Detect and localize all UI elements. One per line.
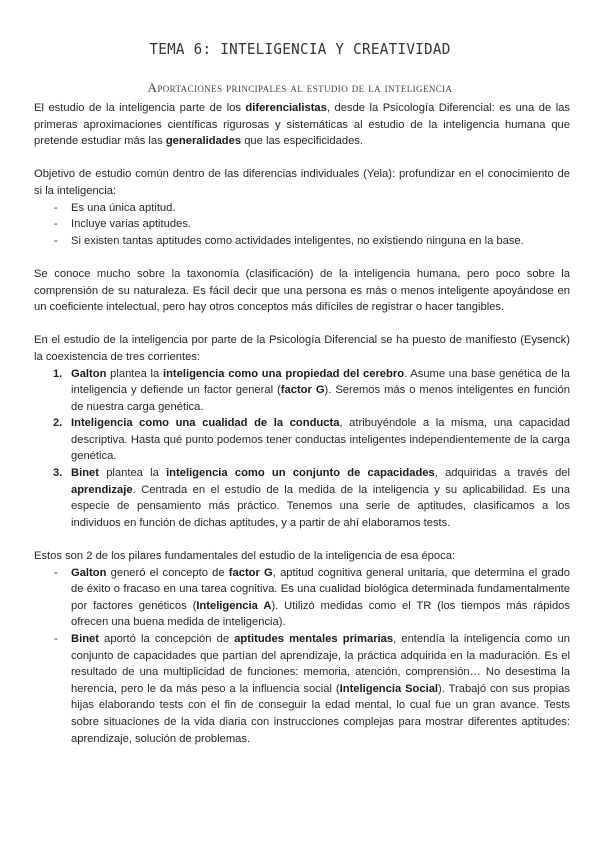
page-title: TEMA 6: INTELIGENCIA Y CREATIVIDAD (149, 40, 451, 58)
list-item: 2. Inteligencia como una cualidad de la conducta, atribuyéndole a la misma, una capacidad descriptiva. Hasta qué punto podemos tener conductas inteligentes independientemente de la carga genética. (53, 417, 570, 463)
paragraph-pillars: Estos son 2 de los pilares fundamentales del estudio de la inteligencia de esa época: (34, 550, 456, 563)
list-item: 1. Galton plantea la inteligencia como una propiedad del cerebro. Asume una base genética de la inteligencia y defiende un factor general (factor G). Seremos más o menos inteligentes en función de nuestra carga genética. (53, 367, 570, 413)
paragraph-currents: En el estudio de la inteligencia por parte de la Psicología Diferencial se ha puesto de manifiesto (Eysenck) la coexistencia de tres corrientes: (34, 334, 570, 363)
currents-list (34, 366, 570, 532)
paragraph-intro: El estudio de la inteligencia parte de los diferencialistas, desde la Psicología Diferencial: es una de las primeras aproximaciones científicas rigurosas y sistemáticas al estudio de la inteligencia humana que pretende estudiar más las generalidades que las especificidades. (34, 102, 571, 148)
paragraph-objective: Objetivo de estudio común dentro de las diferencias individuales (Yela): profundizar en el conocimiento de si la inteligencia: (34, 168, 570, 197)
list-item: - Incluye varias aptitudes. (34, 216, 570, 233)
list-item: - Si existen tantas aptitudes como actividades inteligentes, no existiendo ninguna en la base. (34, 233, 570, 250)
list-item-galton: - Galton generó el concepto de factor G, aptitud cognitiva general unitaria, que determina el grado de éxito o fracaso en una tarea cognitiva. Es una cualidad biológica determinada fundamentalmente por factores genéticos (Inteligencia A). Utilizó medidas como el TR (los tiempos más rápidos ofrecen una buena medida de inteligencia). (34, 565, 570, 631)
list-item: 3. Binet plantea la inteligencia como un conjunto de capacidades, adquiridas a través del aprendizaje. Centrada en el estudio de la medida de la inteligencia y su aplicabilidad. Es una especie de pensamiento más práctico. Tenemos una serie de aptitudes, clasificamos a los individuos en función de dichas aptitudes, y a partir de ahí elaboramos tests. (53, 467, 570, 529)
paragraph-taxonomy: Se conoce mucho sobre la taxonomía (clasificación) de la inteligencia humana, pero poco sobre la comprensión de su naturaleza. Es fácil decir que una persona es más o menos inteligente apoyándose en un coeficiente intelectual, pero hay otros conceptos más difíciles de registrar o hacer tangibles. (34, 267, 570, 314)
document-body (34, 100, 570, 747)
list-item-binet: - Binet aportó la concepción de aptitudes mentales primarias, entendía la inteligencia como un conjunto de capacidades que partían del aprendizaje, la práctica adquirida en la maduración. Es el resultado de una multiplicidad de funciones: memoria, atención, comprensión… No desestima la herencia, pero le da más peso a la influencia social (Inteligencia Social). Trabajó con sus propias hijas elaborando tests con el fin de conseguir la edad mental, lo cual fue un gran avance. Tests sobre situaciones de la vida diaria con instrucciones complejas para mostrar diferentes aptitudes: aprendizaje, solución de problemas. (34, 631, 570, 747)
list-item: - Es una única aptitud. (34, 200, 570, 217)
pillars-list (34, 565, 570, 748)
section-subtitle: Aportaciones principales al estudio de la inteligencia (147, 80, 453, 95)
objective-list (34, 200, 570, 250)
